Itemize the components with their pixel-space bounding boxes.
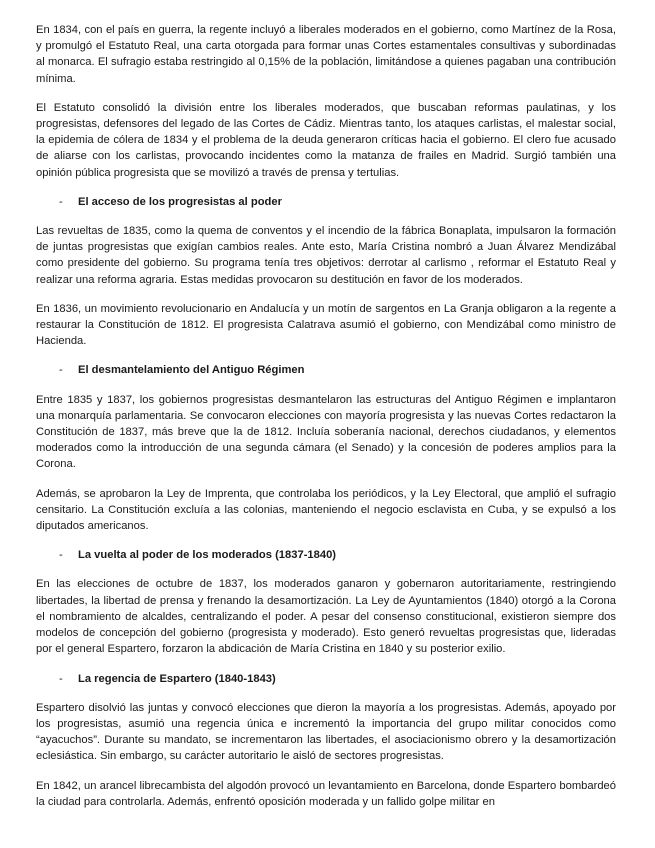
bullet-dash: - (59, 364, 63, 377)
section-heading-text: El acceso de los progresistas al poder (78, 195, 282, 208)
bullet-dash: - (59, 549, 63, 562)
document-page (36, 22, 616, 823)
section-heading-desmantelamiento (36, 362, 616, 378)
paragraph-estatuto-real: En 1834, con el país en guerra, la regente incluyó a liberales moderados en el gobierno, como Martínez de la Rosa, y promulgó el Estatuto Real, una carta otorgada para formar unas Cortes estamentales consultivas y subordinadas al monarca. El sufragio estaba restringido al 0,15% de la población, limitándose a quienes pagaban una contribución mínima. (36, 24, 616, 85)
section-heading-text: El desmantelamiento del Antiguo Régimen (78, 364, 305, 377)
section-heading-text: La regencia de Espartero (1840-1843) (78, 672, 276, 685)
section-heading-moderados (36, 547, 616, 563)
paragraph-espartero-juntas: Espartero disolvió las juntas y convocó elecciones que dieron la mayoría a los progresistas. Además, apoyado por los progresistas, asumió una regencia única e incrementó la importancia del grupo militar conocidos como “ayacuchos”. Durante su mandato, se incrementaron las libertades, el asociacionismo obrero y la desamortización eclesiástica. Sin embargo, su carácter autoritario le aisló de sectores progresistas. (36, 701, 616, 763)
paragraph-constitucion-1837: Entre 1835 y 1837, los gobiernos progresistas desmantelaron las estructuras del Antiguo Régimen e implantaron una monarquía parlamentaria. Se convocaron elecciones con mayoría progresista y las nuevas Cortes redactaron la Constitución de 1837, más breve que la de 1812. Incluía soberanía nacional, derechos ciudadanos, y elementos moderados como la introducción de una segunda cámara (el Senado) y la concesión de poderes amplios para la Corona. (36, 393, 616, 471)
section-heading-acceso-progresistas (36, 194, 616, 210)
paragraph-division-liberales: El Estatuto consolidó la división entre los liberales moderados, que buscaban reformas paulatinas, y los progresistas, defensores del legado de las Cortes de Cádiz. Mientras tanto, los ataques carlistas, el malestar social, la epidemia de cólera de 1834 y el problema de la deuda generaron críticas hacia el gobierno. El clero fue acusado de aliarse con los carlistas, provocando incidentes como la matanza de frailes en Madrid. Surgió también una opinión pública progresista que se movilizó a través de prensa y tertulias. (36, 101, 616, 179)
paragraph-elecciones-1837: En las elecciones de octubre de 1837, los moderados ganaron y gobernaron autoritariamente, restringiendo libertades, la libertad de prensa y frenando la desamortización. La Ley de Ayuntamientos (1840) otorgó a la Corona el nombramiento de alcaldes, centralizando el poder. A pesar del consenso constitucional, existieron siempre dos modelos de concepción del gobierno (progresista y moderado). Esto generó revueltas progresistas que, lideradas por el general Espartero, forzaron la abdicación de María Cristina en 1840 y su posterior exilio. (36, 578, 616, 656)
section-heading-text: La vuelta al poder de los moderados (1837-1840) (78, 549, 337, 562)
bullet-dash: - (59, 672, 63, 685)
paragraph-ley-imprenta: Además, se aprobaron la Ley de Imprenta, que controlaba los periódicos, y la Ley Electoral, que amplió el sufragio censitario. La Constitución excluía a las colonias, manteniendo el negocio esclavista en Cuba, y se expulsó a los diputados americanos. (36, 487, 616, 533)
section-heading-regencia-espartero (36, 671, 616, 687)
bullet-dash: - (59, 195, 63, 208)
paragraph-revueltas-1835: Las revueltas de 1835, como la quema de conventos y el incendio de la fábrica Bonaplata, impulsaron la formación de juntas progresistas que exigían cambios reales. Ante esto, María Cristina nombró a Juan Álvarez Mendizábal como presidente del gobierno. Su programa tenía tres objetivos: derrotar al carlismo , reformar el Estatuto Real y realizar una reforma agraria. Estas medidas provocaron su destitución en favor de los moderados. (36, 225, 616, 286)
paragraph-1842-barcelona: En 1842, un arancel librecambista del algodón provocó un levantamiento en Barcelona, donde Espartero bombardeó la ciudad para controlarla. Además, enfrentó oposición moderada y un fallido golpe militar en (36, 779, 616, 808)
paragraph-1836-la-granja: En 1836, un movimiento revolucionario en Andalucía y un motín de sargentos en La Granja obligaron a la regente a restaurar la Constitución de 1812. El progresista Calatrava asumió el gobierno, con Mendizábal como ministro de Hacienda. (36, 302, 616, 348)
